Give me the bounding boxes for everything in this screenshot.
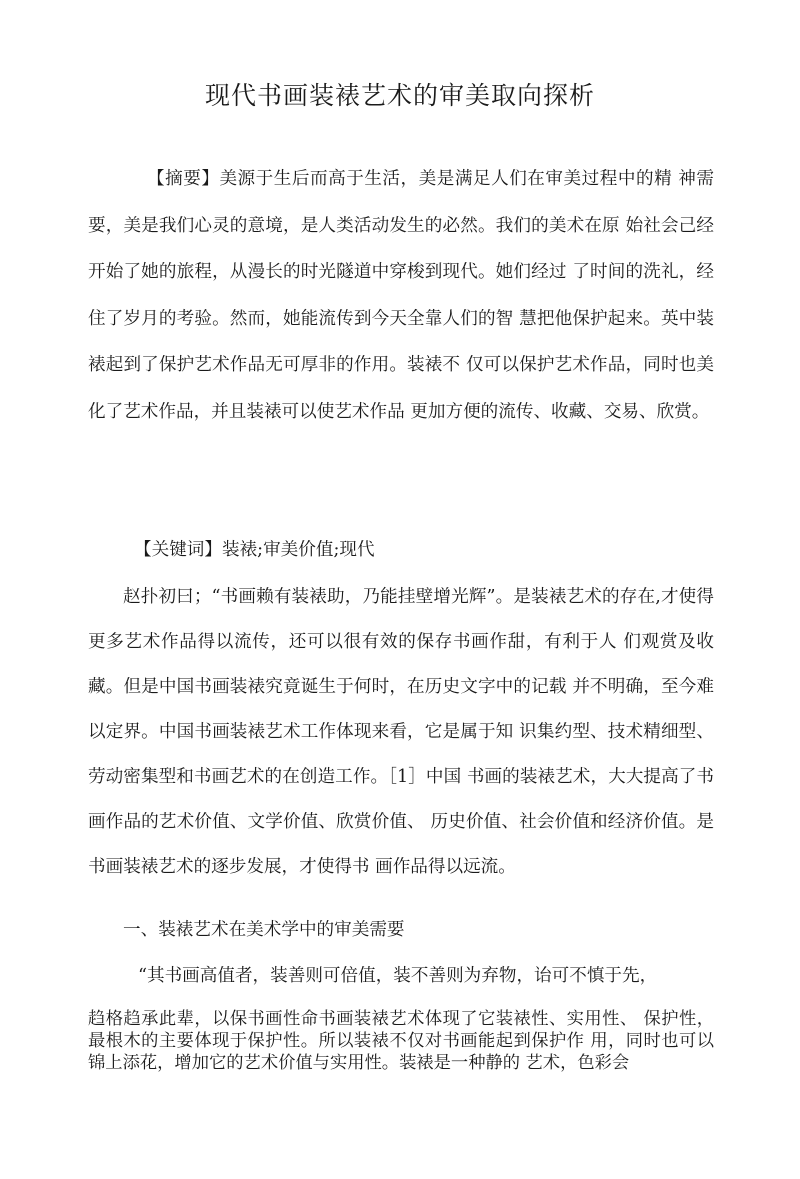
keywords-line: 【关键词】装裱;审美价值;现代	[134, 540, 375, 560]
abstract-paragraph: 【摘要】美源于生后而高于生活，美是满足人们在审美过程中的精 神需要，美是我们心灵的意境，是人类活动发生的必然。我们的美术在原 始社会己经开始了她的旅程，从漫长的时光隧道中穿梭到现代。她们经过 了时间的洗礼，经住了岁月的考验。然而，她能流传到今天全靠人们的智 慧把他保护起来。英中装裱起到了保护艺术作品无可厚非的作用。装裱不 仅可以保护艺术作品，同时也美化了艺术作品，并且装裱可以使艺术作品 更加方便的流传、收藏、交易、欣赏。	[88, 169, 714, 422]
section-heading: 一、装裱艺术在美术学中的审美需要	[123, 920, 405, 940]
document-title: 现代书画装裱艺术的审美取向探析	[204, 81, 595, 110]
quote-line: “其书画高值者，装善则可倍值，装不善则为弃物，诒可不慎于先，	[138, 966, 658, 986]
continuation-paragraph: 趋格趋承此辈，以保书画性命书画装裱艺术体现了它装裱性、实用性、 保护性，最根木的主要体现于保护性。所以装裱不仅对书画能起到保护作 用，同时也可以锦上添花，增加它的艺术价值与实用性。装裱是一种静的 艺术，色彩会	[88, 1009, 714, 1073]
intro-paragraph: 赵扑初曰；“书画赖有装裱助，乃能挂壁增光辉”。是装裱艺术的存在,才使得更多艺术作品得以流传，还可以很有效的保存书画作甜，有利于人 们观赏及收藏。但是中国书画装裱究竟诞生于何时，在历史文字中的记载 并不明确，至今难以定界。中国书画装裱艺术工作体现来看，它是属于知 识集约型、技术精细型、劳动密集型和书画艺术的在创造工作。［1］中国 书画的装裱艺术，大大提高了书画作品的艺术价值、文学价值、欣赏价值、 历史价值、社会价值和经济价值。是书画装裱艺术的逐步发展，才使得书 画作品得以远流。	[88, 587, 714, 877]
